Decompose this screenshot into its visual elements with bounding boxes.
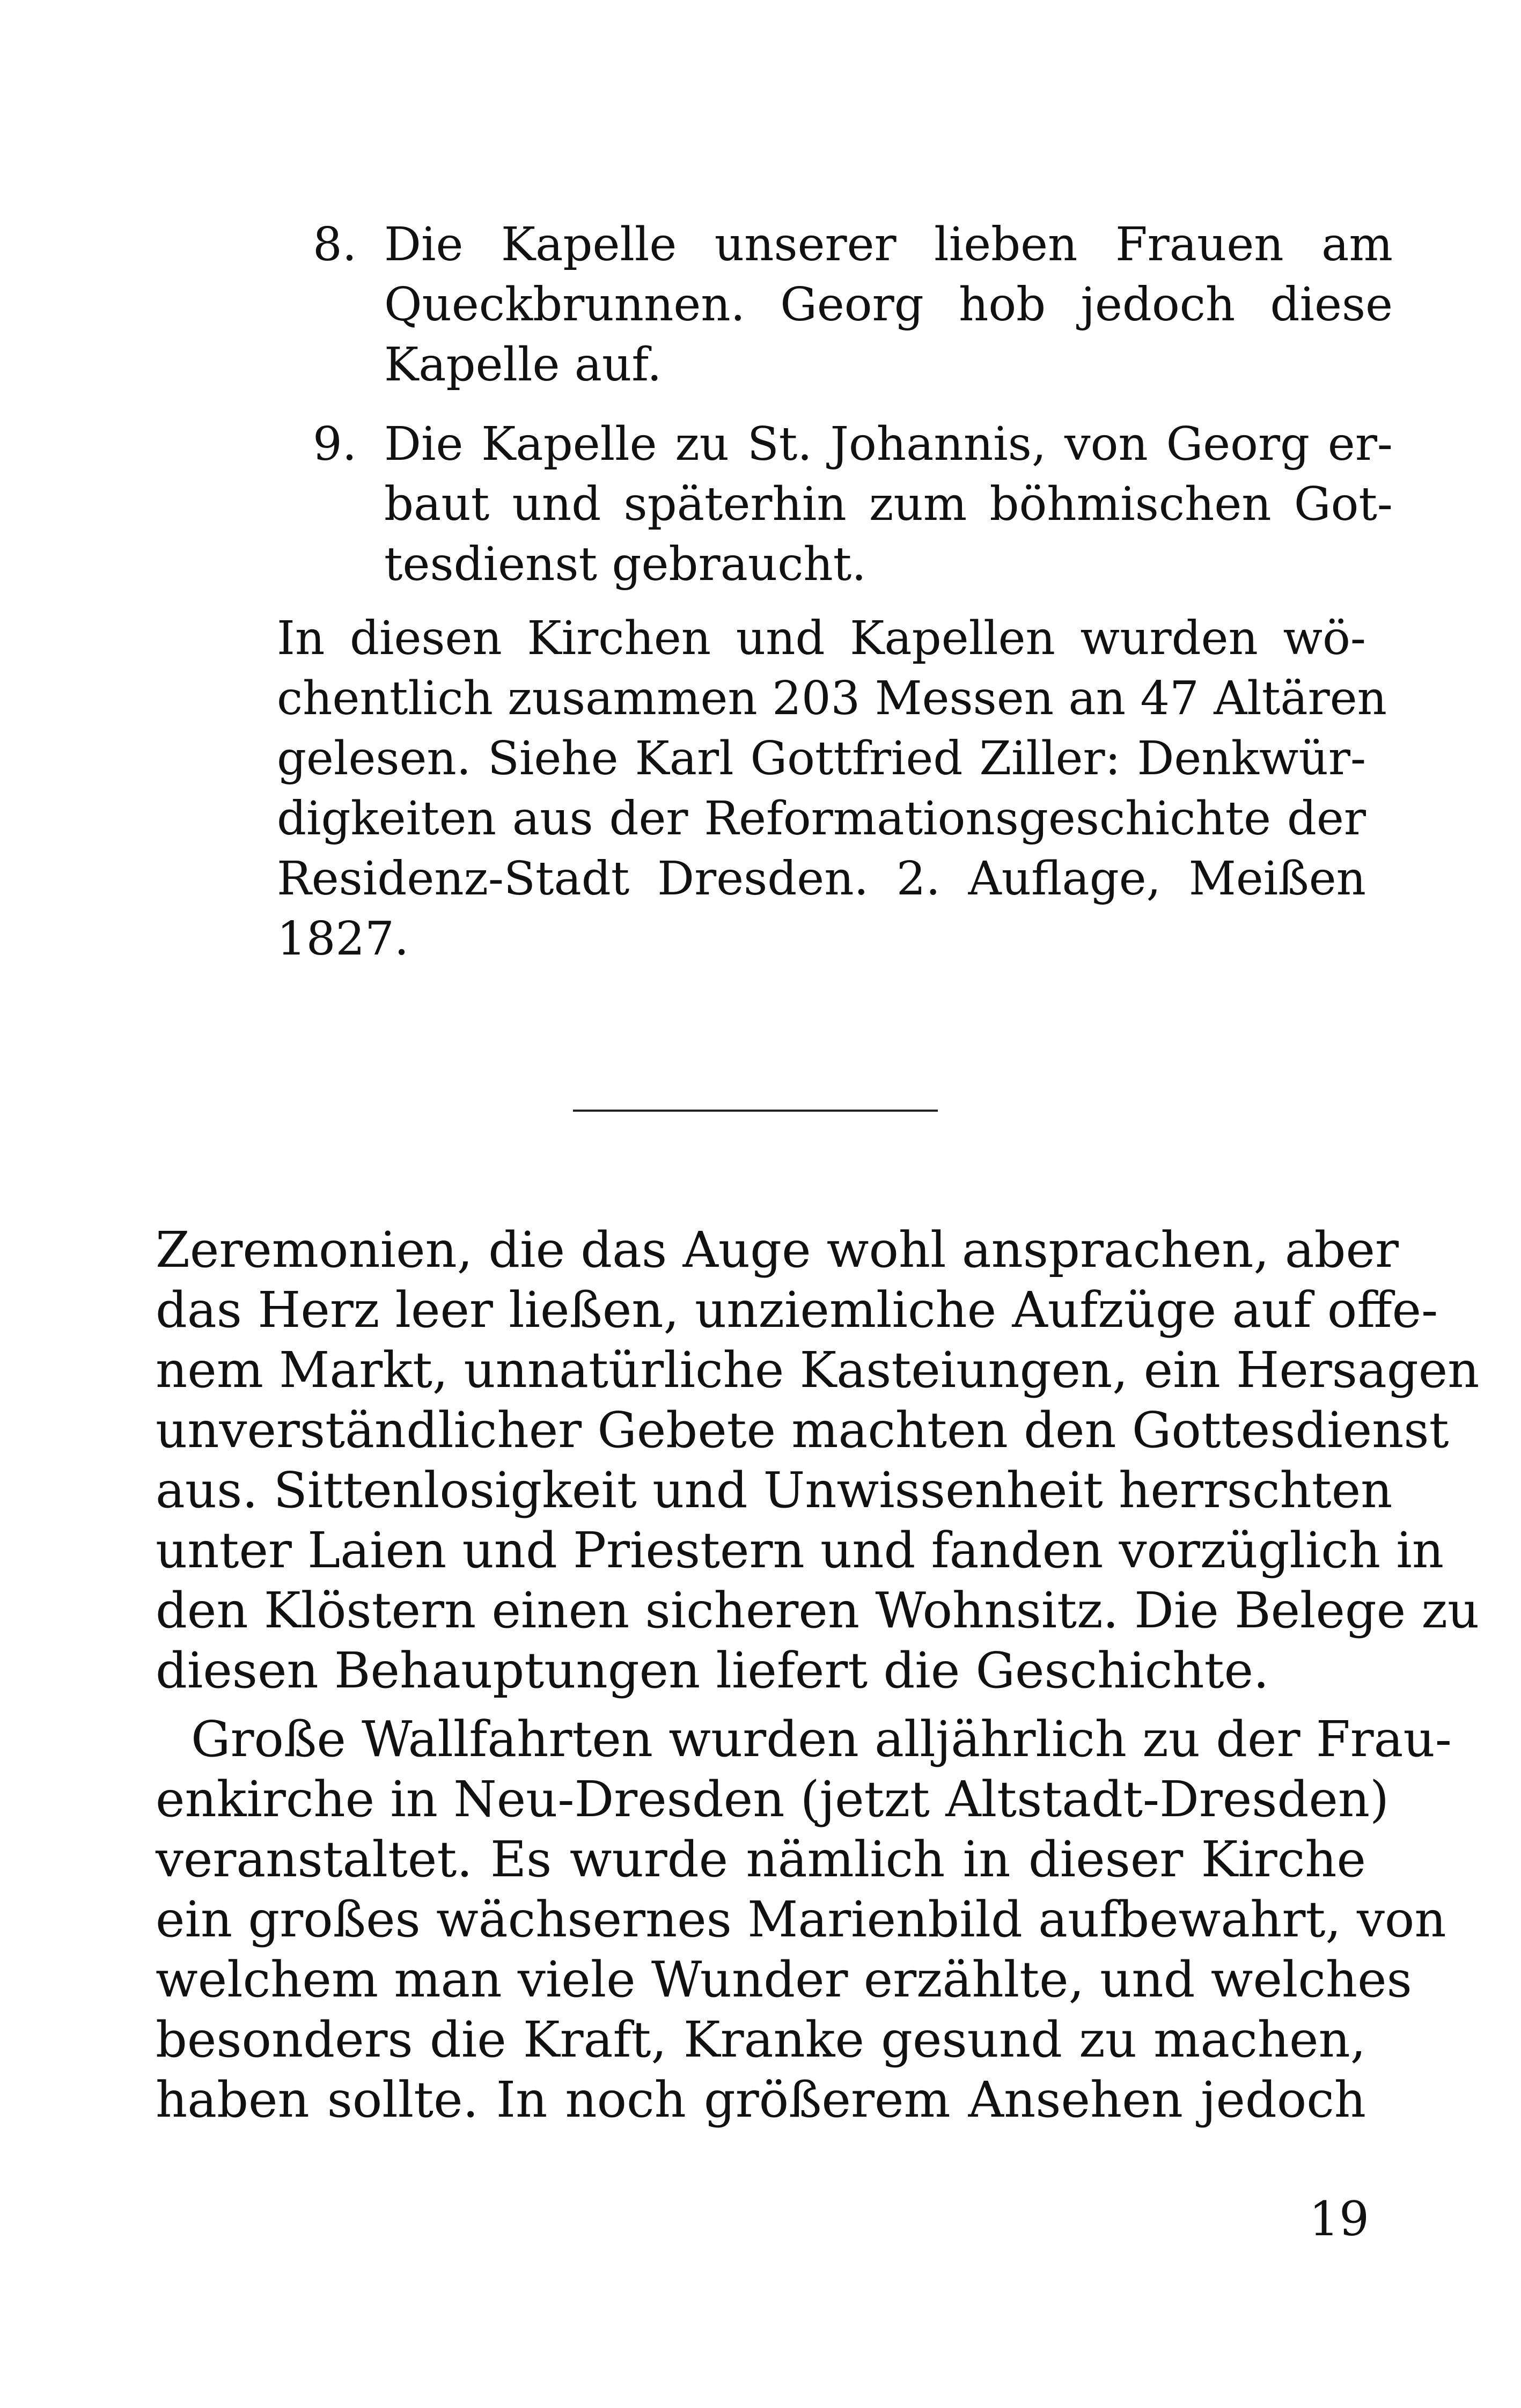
text-line: baut und späterhin zum böhmischen Got-: [384, 478, 1393, 531]
text-line: nem Markt, unnatürliche Kasteiungen, ein Hersagen: [156, 1341, 1480, 1399]
text-line: In diesen Kirchen und Kapellen wurden wö-: [277, 612, 1366, 665]
text-line: besonders die Kraft, Kranke gesund zu machen,: [156, 2011, 1366, 2068]
text-line: Zeremonien, die das Auge wohl ansprachen, aber: [156, 1221, 1399, 1279]
section-separator: [573, 1110, 938, 1112]
footnote-paragraph: [277, 608, 1387, 969]
text-line: Queckbrunnen. Georg hob jedoch diese: [384, 278, 1393, 332]
text-line: haben sollte. In noch größerem Ansehen jedoch: [156, 2071, 1366, 2128]
text-line: 1827.: [277, 912, 409, 966]
text-line: den Klöstern einen sicheren Wohnsitz. Die Belege zu: [156, 1582, 1480, 1639]
text-line: Residenz-Stadt Dresden. 2. Auflage, Meißen: [277, 852, 1366, 906]
text-line: unter Laien und Priestern und fanden vorzüglich in: [156, 1522, 1444, 1579]
text-line: Große Wallfahrten wurden alljährlich zu der Frau-: [191, 1710, 1452, 1768]
footnote-item-text: [384, 215, 1393, 395]
text-line: veranstaltet. Es wurde nämlich in dieser Kirche: [156, 1831, 1366, 1888]
footnote-item-number: 9.: [313, 417, 357, 471]
text-line: aus. Sittenlosigkeit und Unwissenheit herrschten: [156, 1462, 1393, 1519]
footnote-item-number: 8.: [313, 218, 357, 271]
text-line: unverständlicher Gebete machten den Gottesdienst: [156, 1401, 1449, 1459]
body-paragraph: [156, 1220, 1480, 1701]
text-line: Kapelle auf.: [384, 338, 662, 392]
body-paragraph: [156, 1709, 1452, 2130]
text-line: ein großes wächsernes Marienbild aufbewahrt, von: [156, 1891, 1446, 1948]
text-line: enkirche in Neu-Dresden (jetzt Altstadt-Dresden): [156, 1771, 1389, 1828]
text-line: tesdienst gebraucht.: [384, 538, 866, 591]
text-line: welchem man viele Wunder erzählte, und welches: [156, 1951, 1412, 2008]
footnote-item-text: [384, 414, 1393, 594]
text-line: Die Kapelle unserer lieben Frauen am: [384, 218, 1393, 271]
text-line: diesen Behauptungen liefert die Geschichte.: [156, 1642, 1269, 1699]
text-line: digkeiten aus der Reformationsgeschichte der: [277, 792, 1366, 846]
page-number: 19: [1309, 2191, 1369, 2247]
text-line: Die Kapelle zu St. Johannis, von Georg er-: [384, 417, 1393, 471]
text-line: gelesen. Siehe Karl Gottfried Ziller: Denkwür-: [277, 732, 1366, 785]
text-line: das Herz leer ließen, unziemliche Aufzüge auf offe-: [156, 1281, 1438, 1339]
text-line: chentlich zusammen 203 Messen an 47 Altären: [277, 672, 1387, 725]
